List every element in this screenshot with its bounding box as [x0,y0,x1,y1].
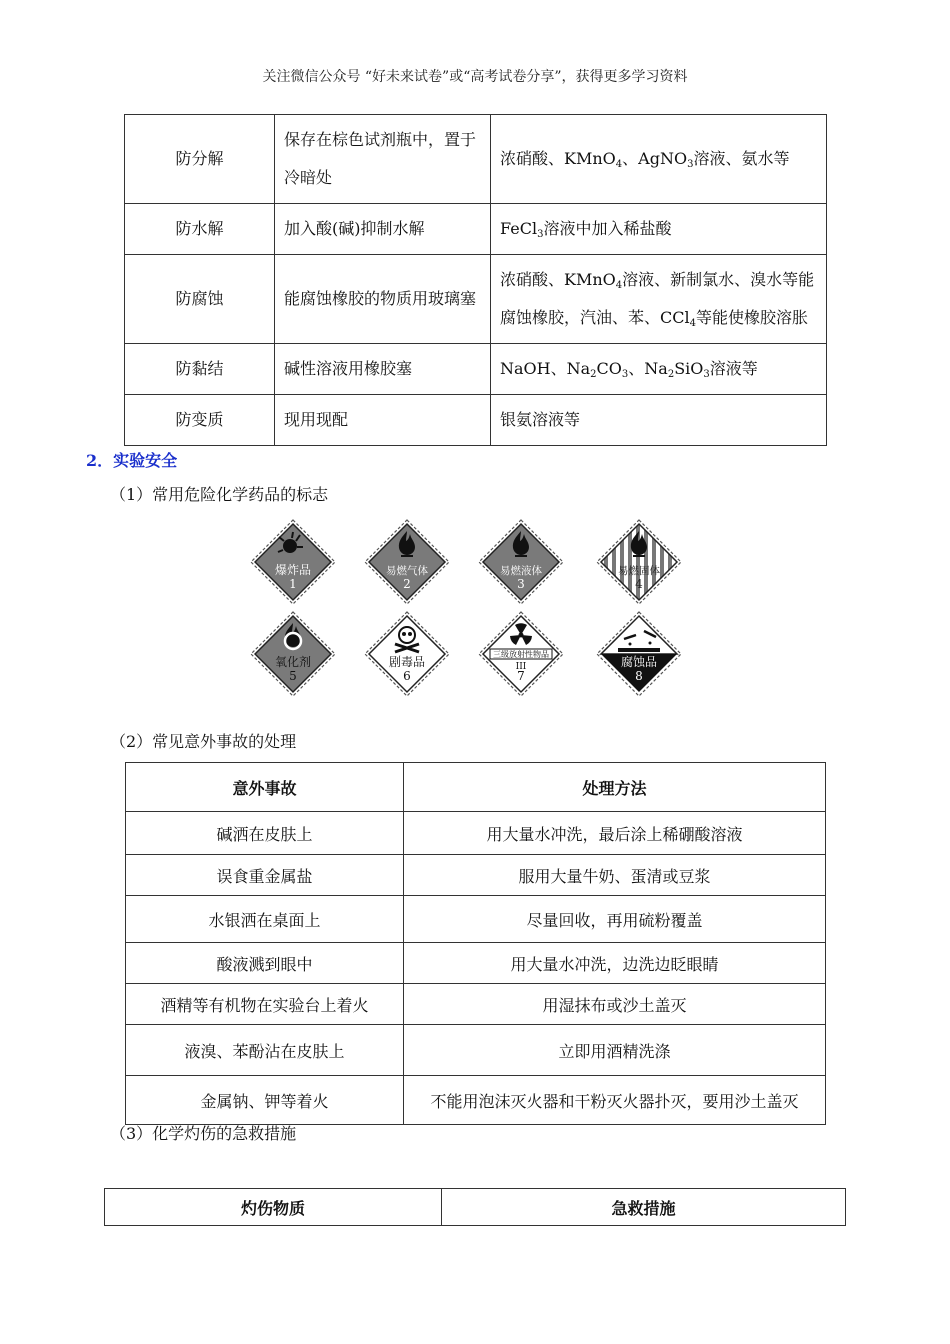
table-cell: 酒精等有机物在实验台上着火 [126,984,404,1025]
table-cell: 防分解 [125,115,275,204]
sign-number: 4 [635,577,643,591]
hazard-sign [596,611,682,697]
table-cell: 不能用泡沫灭火器和干粉灭火器扑灭，要用沙土盖灭 [404,1076,826,1125]
table-row [126,896,826,943]
sign-number: 2 [403,577,411,591]
table-row [125,255,827,344]
radiation-icon [478,611,564,697]
subsection-1-title: （1）常用危险化学药品的标志 [110,485,329,504]
sign-label: 剧毒品 [388,655,426,669]
table-cell: 误食重金属盐 [126,855,404,896]
subsection-3-title: （3）化学灼伤的急救措施 [110,1124,297,1143]
flame-icon [596,519,682,605]
table-cell: FeCl$_3$溶液中加入稀盐酸 [491,204,827,255]
table-cell: 能腐蚀橡胶的物质用玻璃塞 [275,255,491,344]
table-row [125,204,827,255]
hazard-sign [364,519,450,605]
skull-icon [364,611,450,697]
table-cell: 防腐蚀 [125,255,275,344]
table-cell: 银氨溶液等 [491,395,827,446]
section-title: 2．实验安全 [86,451,178,470]
sign-label: 腐蚀品 [620,655,658,669]
sign-number: 6 [403,669,411,683]
table-row [126,1025,826,1076]
table-cell: 防水解 [125,204,275,255]
table-cell: 浓硝酸、KMnO$_4$、AgNO$_3$溶液、氨水等 [491,115,827,204]
sign-label: 三级放射性物品 [493,650,549,659]
table-cell: 服用大量牛奶、蛋清或豆浆 [404,855,826,896]
subsection-2-title: （2）常见意外事故的处理 [110,732,297,751]
table-cell: 碱洒在皮肤上 [126,812,404,855]
table-cell: 保存在棕色试剂瓶中，置于冷暗处 [275,115,491,204]
table-row [125,115,827,204]
table-cell: 加入酸(碱)抑制水解 [275,204,491,255]
table-cell: 防黏结 [125,344,275,395]
table-row [125,344,827,395]
table-row [126,812,826,855]
sign-roman: III [515,662,527,672]
sign-number: 3 [517,577,525,591]
table-header: 急救措施 [442,1189,846,1226]
hazard-signs [250,519,690,697]
sign-number: 1 [289,577,297,591]
table-cell: NaOH、$Na_2CO_3$、$Na_2SiO_3$溶液等 [491,344,827,395]
corrosion-icon [596,611,682,697]
sign-number: 5 [289,669,297,683]
table-row [126,943,826,984]
burn-table [104,1188,846,1226]
hazard-sign [364,611,450,697]
hazard-sign [478,519,564,605]
explosion-icon [250,519,336,605]
storage-table [124,114,827,446]
hazard-sign [250,519,336,605]
table-cell: 用大量水冲洗，边洗边眨眼睛 [404,943,826,984]
oxidizer-icon [250,611,336,697]
page-header: 关注微信公众号 “好未来试卷”或“高考试卷分享”，获得更多学习资料 [262,69,688,85]
table-cell: 浓硝酸、KMnO$_4$溶液、新制氯水、溴水等能腐蚀橡胶，汽油、苯、CCl$_4$等能使橡胶溶胀 [491,255,827,344]
table-cell: 立即用酒精洗涤 [404,1025,826,1076]
sign-number: 7 [517,669,525,683]
hazard-sign [596,519,682,605]
table-cell: 用湿抹布或沙土盖灭 [404,984,826,1025]
sign-label: 易燃液体 [500,565,542,577]
sign-label: 氧化剂 [274,655,312,669]
sign-label: 爆炸品 [274,563,312,577]
table-cell: 用大量水冲洗，最后涂上稀硼酸溶液 [404,812,826,855]
hazard-sign [478,611,564,697]
table-cell: 碱性溶液用橡胶塞 [275,344,491,395]
table-cell: 液溴、苯酚沾在皮肤上 [126,1025,404,1076]
table-cell: 金属钠、钾等着火 [126,1076,404,1125]
hazard-sign [250,611,336,697]
table-header: 灼伤物质 [105,1189,442,1226]
flame-icon [364,519,450,605]
table-cell: 水银洒在桌面上 [126,896,404,943]
accident-table [125,762,826,1125]
sign-number: 8 [635,669,643,683]
table-row [126,1076,826,1125]
table-cell: 尽量回收，再用硫粉覆盖 [404,896,826,943]
table-row [125,395,827,446]
table-row [126,984,826,1025]
table-cell: 酸液溅到眼中 [126,943,404,984]
sign-label: 易燃气体 [386,565,428,577]
table-header: 处理方法 [404,763,826,812]
table-row [126,855,826,896]
flame-icon [478,519,564,605]
table-header: 意外事故 [126,763,404,812]
table-cell: 防变质 [125,395,275,446]
table-cell: 现用现配 [275,395,491,446]
sign-label: 易燃固体 [618,565,660,577]
